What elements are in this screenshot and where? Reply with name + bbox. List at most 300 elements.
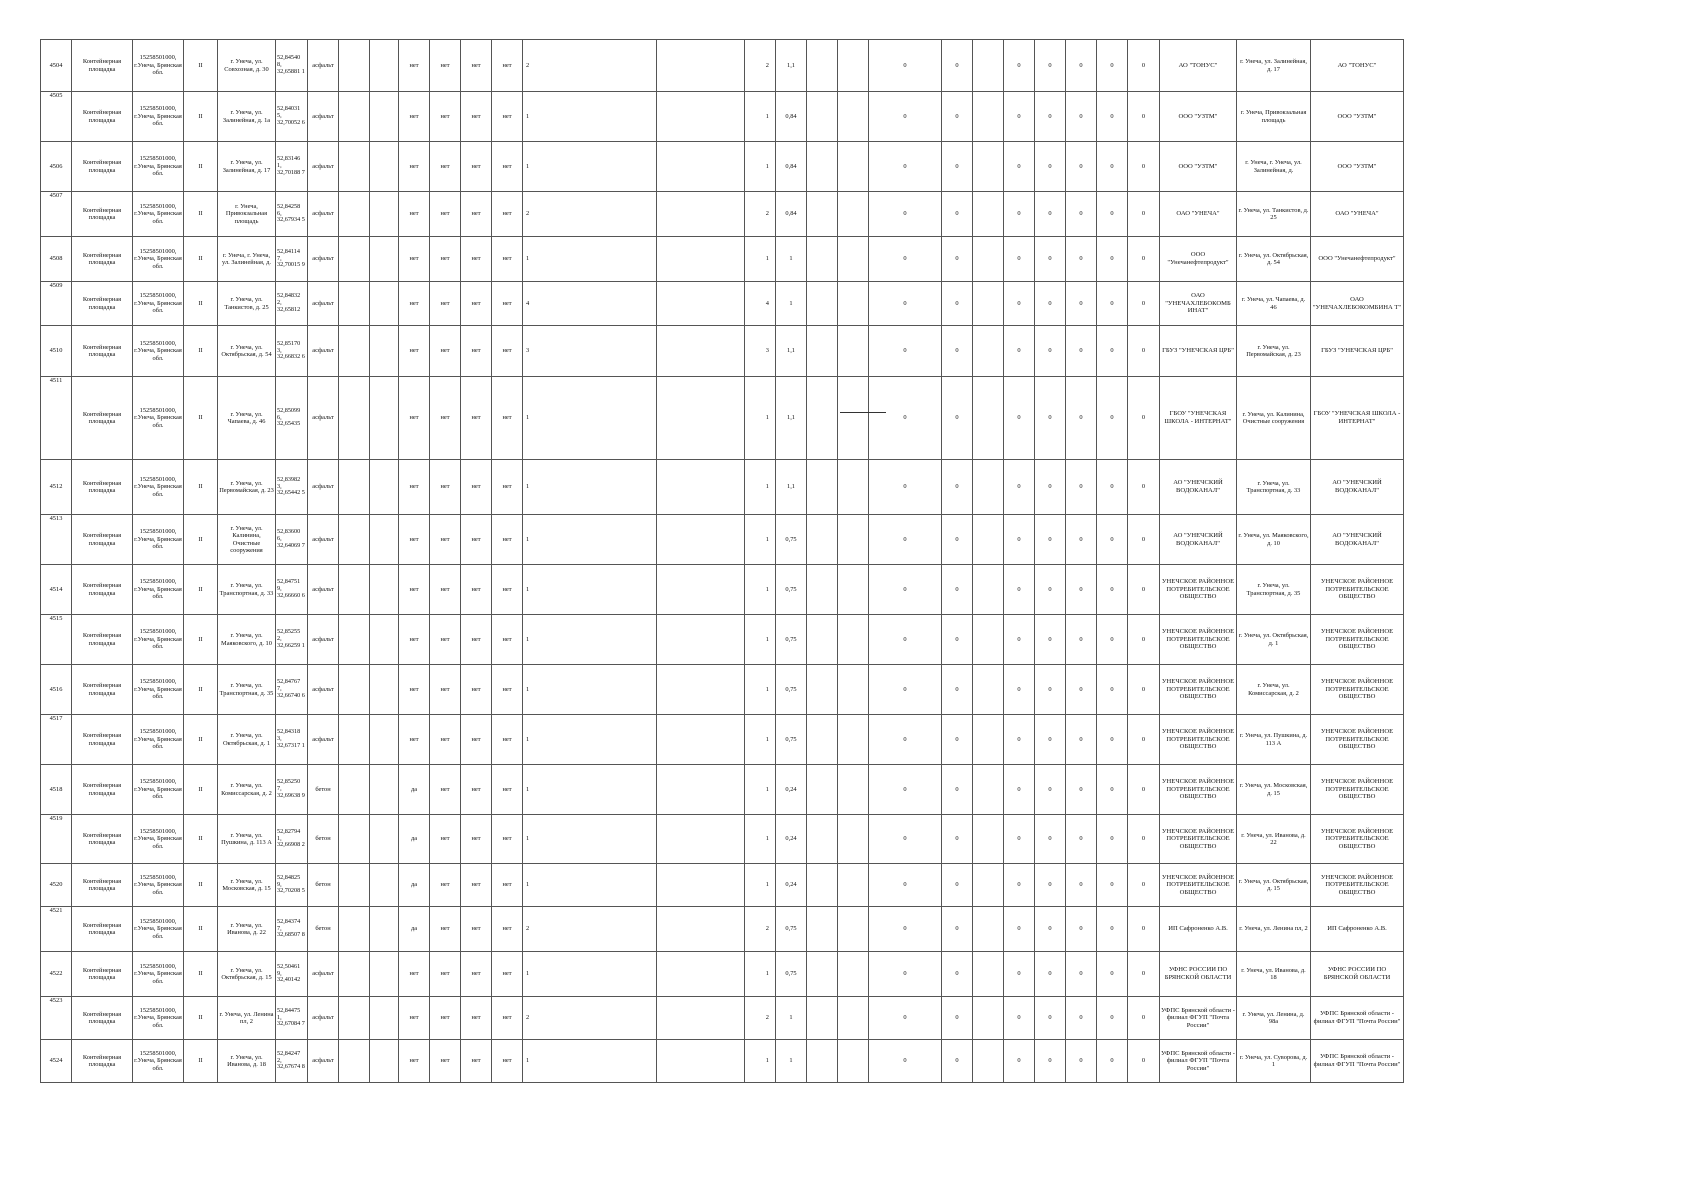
owner-name: УНЕЧСКОЕ РАЙОННОЕ ПОТРЕБИТЕЛЬСКОЕ ОБЩЕСТВО — [1160, 665, 1237, 715]
flag-cell: нет — [461, 237, 492, 282]
geo-coordinates: 52,84825 9, 32,70208 5 — [276, 864, 308, 907]
canopy-flag: нет — [430, 326, 461, 377]
site-number: 4506 — [41, 142, 72, 192]
waste-source: ОАО "УНЕЧАХЛЕБОКОМБИНА Т" — [1311, 282, 1404, 326]
zero-value: 0 — [1128, 952, 1160, 997]
geo-coordinates: 52,84767 7, 32,66740 6 — [276, 665, 308, 715]
waste-source: УФНС РОССИИ ПО БРЯНСКОЙ ОБЛАСТИ — [1311, 952, 1404, 997]
site-address: г. Унеча, ул. Ленина пл, 2 — [218, 997, 276, 1040]
container-total-cell — [745, 815, 776, 864]
waste-source: УФПС Брянской области - филиал ФГУП "Почта России" — [1311, 997, 1404, 1040]
empty-cell — [657, 142, 745, 192]
fence-flag: да — [399, 765, 430, 815]
fence-flag: да — [399, 864, 430, 907]
zero-value: 0 — [1128, 565, 1160, 615]
zero-value: 0 — [1035, 192, 1066, 237]
container-count: 1 — [526, 1057, 530, 1065]
site-number: 4505 — [41, 92, 72, 142]
empty-cell — [973, 565, 1004, 615]
empty-cell — [807, 326, 838, 377]
container-count-cell — [523, 40, 657, 92]
zero-value: 0 — [1035, 907, 1066, 952]
empty-cell — [339, 40, 370, 92]
fence-flag: да — [399, 815, 430, 864]
oktmo-code: 15258501000, г.Унеча, Брянская обл. — [133, 615, 184, 665]
empty-cell — [973, 377, 1004, 460]
empty-cell — [807, 282, 838, 326]
flag-cell: нет — [492, 377, 523, 460]
empty-cell — [838, 615, 869, 665]
site-type: Контейнерная площадка — [72, 237, 133, 282]
empty-cell — [973, 765, 1004, 815]
table-row — [41, 326, 1404, 377]
zero-value: 0 — [1097, 460, 1128, 515]
container-count: 1 — [526, 785, 530, 793]
empty-cell — [807, 92, 838, 142]
site-address: г. Унеча, ул. Чапаева, д. 46 — [218, 377, 276, 460]
zero-value: 0 — [1035, 615, 1066, 665]
container-count: 1 — [526, 685, 530, 693]
flag-cell: нет — [492, 1040, 523, 1083]
empty-cell — [973, 326, 1004, 377]
empty-cell — [657, 237, 745, 282]
fence-flag: нет — [399, 40, 430, 92]
geo-coordinates: 52,84374 7, 32,68507 8 — [276, 907, 308, 952]
container-total: 1 — [765, 535, 769, 543]
zero-value: 0 — [1128, 715, 1160, 765]
zero-value: 0 — [1004, 237, 1035, 282]
fence-flag: нет — [399, 665, 430, 715]
table-row — [41, 952, 1404, 997]
zero-value: 0 — [1097, 665, 1128, 715]
waste-source: ООО "УЗТМ" — [1311, 142, 1404, 192]
hazard-class: II — [184, 815, 218, 864]
empty-cell — [807, 142, 838, 192]
hazard-class: II — [184, 765, 218, 815]
empty-cell — [838, 142, 869, 192]
fence-flag: нет — [399, 237, 430, 282]
surface-type: асфальт — [308, 237, 339, 282]
site-type: Контейнерная площадка — [72, 282, 133, 326]
fence-flag: нет — [399, 1040, 430, 1083]
empty-cell — [657, 460, 745, 515]
scan-mark — [840, 412, 886, 413]
zero-value: 0 — [942, 40, 973, 92]
container-volume: 1,1 — [776, 40, 807, 92]
empty-cell — [807, 1040, 838, 1083]
flag-cell: нет — [461, 460, 492, 515]
canopy-flag: нет — [430, 40, 461, 92]
hazard-class: II — [184, 665, 218, 715]
empty-cell — [339, 192, 370, 237]
zero-value: 0 — [1097, 282, 1128, 326]
site-address: г. Унеча, г. Унеча, ул. Залинейная, д. — [218, 237, 276, 282]
container-total-cell — [745, 460, 776, 515]
zero-value: 0 — [1004, 515, 1035, 565]
zero-value: 0 — [942, 615, 973, 665]
empty-cell — [370, 237, 399, 282]
surface-type: асфальт — [308, 460, 339, 515]
container-total: 1 — [765, 635, 769, 643]
zero-value: 0 — [942, 815, 973, 864]
table-row — [41, 815, 1404, 864]
surface-type: бетон — [308, 907, 339, 952]
waste-source: УНЕЧСКОЕ РАЙОННОЕ ПОТРЕБИТЕЛЬСКОЕ ОБЩЕСТВО — [1311, 864, 1404, 907]
zero-value: 0 — [1004, 326, 1035, 377]
owner-name: УНЕЧСКОЕ РАЙОННОЕ ПОТРЕБИТЕЛЬСКОЕ ОБЩЕСТВО — [1160, 615, 1237, 665]
zero-value: 0 — [1097, 1040, 1128, 1083]
site-address: г. Унеча, ул. Залинейная, д. 17 — [218, 142, 276, 192]
empty-cell — [370, 142, 399, 192]
table-row — [41, 864, 1404, 907]
zero-value: 0 — [1066, 997, 1097, 1040]
geo-coordinates: 52,84475 1, 32,67084 7 — [276, 997, 308, 1040]
zero-value: 0 — [1097, 997, 1128, 1040]
empty-cell — [838, 765, 869, 815]
oktmo-code: 15258501000, г.Унеча, Брянская обл. — [133, 565, 184, 615]
hazard-class: II — [184, 997, 218, 1040]
empty-cell — [339, 142, 370, 192]
canopy-flag: нет — [430, 864, 461, 907]
container-total-cell — [745, 515, 776, 565]
container-volume: 0,84 — [776, 92, 807, 142]
container-volume: 0,24 — [776, 815, 807, 864]
zero-value: 0 — [1128, 92, 1160, 142]
zero-value: 0 — [1066, 907, 1097, 952]
site-type: Контейнерная площадка — [72, 565, 133, 615]
empty-cell — [370, 615, 399, 665]
canopy-flag: нет — [430, 237, 461, 282]
zero-value: 0 — [1097, 952, 1128, 997]
site-type: Контейнерная площадка — [72, 192, 133, 237]
oktmo-code: 15258501000, г.Унеча, Брянская обл. — [133, 326, 184, 377]
zero-value: 0 — [1097, 765, 1128, 815]
empty-cell — [973, 282, 1004, 326]
zero-value: 0 — [1128, 864, 1160, 907]
empty-cell — [807, 460, 838, 515]
owner-address: г. Унеча, ул. Залинейная, д. 17 — [1237, 40, 1311, 92]
owner-name: ООО "УЗТМ" — [1160, 142, 1237, 192]
empty-cell — [973, 460, 1004, 515]
empty-cell — [973, 997, 1004, 1040]
zero-value: 0 — [1066, 192, 1097, 237]
owner-name: ООО "Унечанефтепродукт" — [1160, 237, 1237, 282]
container-count: 1 — [526, 735, 530, 743]
container-total-cell — [745, 1040, 776, 1083]
geo-coordinates: 52,83146 1, 32,70188 7 — [276, 142, 308, 192]
empty-cell — [657, 565, 745, 615]
hazard-class: II — [184, 326, 218, 377]
zero-value: 0 — [1004, 997, 1035, 1040]
canopy-flag: нет — [430, 615, 461, 665]
waste-source: ГБУЗ "УНЕЧСКАЯ ЦРБ" — [1311, 326, 1404, 377]
table-row — [41, 665, 1404, 715]
surface-type: асфальт — [308, 92, 339, 142]
empty-cell — [370, 1040, 399, 1083]
container-total: 1 — [765, 970, 769, 978]
flag-cell: нет — [492, 907, 523, 952]
container-count-cell — [523, 515, 657, 565]
container-total-cell — [745, 192, 776, 237]
empty-cell — [838, 282, 869, 326]
surface-type: асфальт — [308, 615, 339, 665]
flag-cell: нет — [492, 282, 523, 326]
fence-flag: нет — [399, 142, 430, 192]
owner-name: УФПС Брянской области - филиал ФГУП "Почта России" — [1160, 1040, 1237, 1083]
zero-value: 0 — [1035, 237, 1066, 282]
zero-value: 0 — [1066, 864, 1097, 907]
canopy-flag: нет — [430, 142, 461, 192]
zero-value: 0 — [1097, 237, 1128, 282]
geo-coordinates: 52,85250 7, 32,69638 9 — [276, 765, 308, 815]
fence-flag: нет — [399, 997, 430, 1040]
site-type: Контейнерная площадка — [72, 765, 133, 815]
site-type: Контейнерная площадка — [72, 615, 133, 665]
geo-coordinates: 52,84114 7, 32,70015 9 — [276, 237, 308, 282]
surface-type: асфальт — [308, 142, 339, 192]
container-count: 1 — [526, 835, 530, 843]
zero-value: 0 — [869, 326, 942, 377]
zero-value: 0 — [942, 92, 973, 142]
zero-value: 0 — [869, 142, 942, 192]
empty-cell — [838, 92, 869, 142]
zero-value: 0 — [1066, 715, 1097, 765]
zero-value: 0 — [1004, 665, 1035, 715]
hazard-class: II — [184, 565, 218, 615]
container-volume: 1 — [776, 237, 807, 282]
zero-value: 0 — [1128, 815, 1160, 864]
container-total-cell — [745, 615, 776, 665]
flag-cell: нет — [492, 565, 523, 615]
zero-value: 0 — [1128, 615, 1160, 665]
zero-value: 0 — [1035, 142, 1066, 192]
flag-cell: нет — [492, 765, 523, 815]
container-count-cell — [523, 815, 657, 864]
container-volume: 1 — [776, 997, 807, 1040]
hazard-class: II — [184, 615, 218, 665]
site-address: г. Унеча, ул. Залинейная, д. 1а — [218, 92, 276, 142]
empty-cell — [657, 907, 745, 952]
empty-cell — [339, 92, 370, 142]
hazard-class: II — [184, 377, 218, 460]
flag-cell: нет — [492, 40, 523, 92]
fence-flag: нет — [399, 377, 430, 460]
zero-value: 0 — [1066, 460, 1097, 515]
empty-cell — [339, 765, 370, 815]
zero-value: 0 — [1004, 952, 1035, 997]
zero-value: 0 — [1097, 192, 1128, 237]
site-number: 4516 — [41, 665, 72, 715]
site-type: Контейнерная площадка — [72, 142, 133, 192]
site-number: 4513 — [41, 515, 72, 565]
table-row — [41, 92, 1404, 142]
container-total: 4 — [765, 299, 769, 307]
owner-address: г. Унеча, ул. Транспортная, д. 33 — [1237, 460, 1311, 515]
empty-cell — [339, 377, 370, 460]
empty-cell — [370, 765, 399, 815]
site-number: 4521 — [41, 907, 72, 952]
surface-type: асфальт — [308, 565, 339, 615]
zero-value: 0 — [1004, 142, 1035, 192]
zero-value: 0 — [869, 237, 942, 282]
site-address: г. Унеча, ул. Транспортная, д. 35 — [218, 665, 276, 715]
zero-value: 0 — [1004, 815, 1035, 864]
owner-address: г. Унеча, ул. Иванова, д. 18 — [1237, 952, 1311, 997]
zero-value: 0 — [1035, 460, 1066, 515]
table-row — [41, 460, 1404, 515]
site-type: Контейнерная площадка — [72, 92, 133, 142]
owner-address: г. Унеча, ул. Калинина, Очистные сооружения — [1237, 377, 1311, 460]
container-total: 1 — [765, 162, 769, 170]
flag-cell: нет — [492, 815, 523, 864]
empty-cell — [657, 515, 745, 565]
zero-value: 0 — [942, 715, 973, 765]
site-address: г. Унеча, ул. Пушкина, д. 113 А — [218, 815, 276, 864]
owner-address: г. Унеча, ул. Транспортная, д. 35 — [1237, 565, 1311, 615]
registry-table — [40, 39, 1404, 1083]
zero-value: 0 — [1097, 907, 1128, 952]
surface-type: асфальт — [308, 715, 339, 765]
oktmo-code: 15258501000, г.Унеча, Брянская обл. — [133, 237, 184, 282]
owner-address: г. Унеча, ул. Ленина пл, 2 — [1237, 907, 1311, 952]
container-volume: 1,1 — [776, 460, 807, 515]
empty-cell — [339, 997, 370, 1040]
zero-value: 0 — [942, 565, 973, 615]
surface-type: асфальт — [308, 282, 339, 326]
empty-cell — [339, 460, 370, 515]
surface-type: асфальт — [308, 40, 339, 92]
container-volume: 0,24 — [776, 765, 807, 815]
site-number: 4508 — [41, 237, 72, 282]
zero-value: 0 — [869, 515, 942, 565]
owner-name: ОАО "УНЕЧАХЛЕБОКОМБ ИНАТ" — [1160, 282, 1237, 326]
container-count: 1 — [526, 162, 530, 170]
zero-value: 0 — [1066, 237, 1097, 282]
flag-cell: нет — [492, 715, 523, 765]
empty-cell — [973, 142, 1004, 192]
zero-value: 0 — [1035, 282, 1066, 326]
container-total: 2 — [765, 1014, 769, 1022]
site-address: г. Унеча, ул. Октябрьская, д. 54 — [218, 326, 276, 377]
zero-value: 0 — [1035, 565, 1066, 615]
zero-value: 0 — [1066, 326, 1097, 377]
flag-cell: нет — [461, 864, 492, 907]
site-number: 4523 — [41, 997, 72, 1040]
zero-value: 0 — [1128, 40, 1160, 92]
empty-cell — [370, 997, 399, 1040]
container-volume: 0,75 — [776, 952, 807, 997]
empty-cell — [807, 765, 838, 815]
zero-value: 0 — [869, 907, 942, 952]
hazard-class: II — [184, 142, 218, 192]
owner-name: АО "УНЕЧСКИЙ ВОДОКАНАЛ" — [1160, 460, 1237, 515]
zero-value: 0 — [1097, 715, 1128, 765]
empty-cell — [973, 615, 1004, 665]
geo-coordinates: 52,84318 3, 32,67317 1 — [276, 715, 308, 765]
container-total-cell — [745, 864, 776, 907]
container-total-cell — [745, 282, 776, 326]
site-type: Контейнерная площадка — [72, 326, 133, 377]
empty-cell — [807, 952, 838, 997]
geo-coordinates: 52,84832 2, 32,65812 — [276, 282, 308, 326]
empty-cell — [973, 92, 1004, 142]
zero-value: 0 — [869, 460, 942, 515]
zero-value: 0 — [1128, 377, 1160, 460]
container-count-cell — [523, 765, 657, 815]
container-total-cell — [745, 715, 776, 765]
owner-name: УНЕЧСКОЕ РАЙОННОЕ ПОТРЕБИТЕЛЬСКОЕ ОБЩЕСТВО — [1160, 815, 1237, 864]
hazard-class: II — [184, 460, 218, 515]
site-type: Контейнерная площадка — [72, 715, 133, 765]
table-row — [41, 192, 1404, 237]
zero-value: 0 — [942, 765, 973, 815]
empty-cell — [807, 907, 838, 952]
flag-cell: нет — [461, 665, 492, 715]
surface-type: асфальт — [308, 326, 339, 377]
zero-value: 0 — [942, 142, 973, 192]
zero-value: 0 — [1004, 192, 1035, 237]
site-type: Контейнерная площадка — [72, 460, 133, 515]
canopy-flag: нет — [430, 765, 461, 815]
empty-cell — [657, 326, 745, 377]
table-row — [41, 1040, 1404, 1083]
canopy-flag: нет — [430, 377, 461, 460]
canopy-flag: нет — [430, 515, 461, 565]
waste-source: ООО "Унечанефтепродукт" — [1311, 237, 1404, 282]
empty-cell — [807, 192, 838, 237]
zero-value: 0 — [1097, 142, 1128, 192]
container-count-cell — [523, 997, 657, 1040]
zero-value: 0 — [942, 460, 973, 515]
table-row — [41, 615, 1404, 665]
canopy-flag: нет — [430, 715, 461, 765]
container-total-cell — [745, 40, 776, 92]
container-count-cell — [523, 864, 657, 907]
fence-flag: нет — [399, 615, 430, 665]
zero-value: 0 — [1097, 565, 1128, 615]
container-total: 2 — [765, 210, 769, 218]
flag-cell: нет — [461, 92, 492, 142]
owner-address: г. Унеча, ул. Чапаева, д. 46 — [1237, 282, 1311, 326]
zero-value: 0 — [1035, 765, 1066, 815]
hazard-class: II — [184, 192, 218, 237]
site-number: 4511 — [41, 377, 72, 460]
empty-cell — [838, 665, 869, 715]
site-number: 4515 — [41, 615, 72, 665]
zero-value: 0 — [1066, 377, 1097, 460]
container-volume: 0,84 — [776, 192, 807, 237]
zero-value: 0 — [942, 665, 973, 715]
oktmo-code: 15258501000, г.Унеча, Брянская обл. — [133, 715, 184, 765]
site-address: г. Унеча, ул. Октябрьская, д. 15 — [218, 952, 276, 997]
empty-cell — [838, 192, 869, 237]
zero-value: 0 — [942, 997, 973, 1040]
empty-cell — [838, 377, 869, 460]
table-row — [41, 142, 1404, 192]
empty-cell — [657, 92, 745, 142]
oktmo-code: 15258501000, г.Унеча, Брянская обл. — [133, 377, 184, 460]
container-volume: 0,75 — [776, 715, 807, 765]
empty-cell — [838, 715, 869, 765]
waste-source: УНЕЧСКОЕ РАЙОННОЕ ПОТРЕБИТЕЛЬСКОЕ ОБЩЕСТВО — [1311, 765, 1404, 815]
flag-cell: нет — [461, 952, 492, 997]
container-volume: 0,75 — [776, 515, 807, 565]
container-count: 1 — [526, 635, 530, 643]
owner-address: г. Унеча, ул. Иванова, д. 22 — [1237, 815, 1311, 864]
empty-cell — [838, 997, 869, 1040]
surface-type: бетон — [308, 815, 339, 864]
zero-value: 0 — [1066, 952, 1097, 997]
